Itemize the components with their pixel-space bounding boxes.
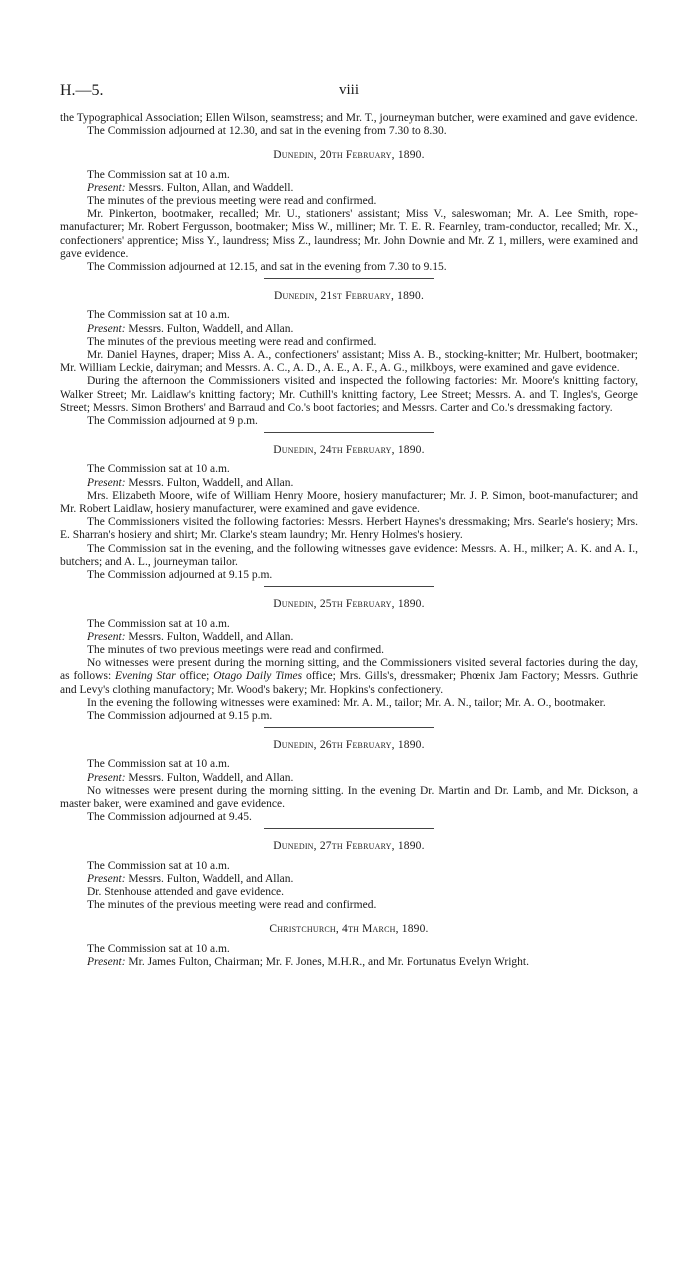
paragraph: The Commission sat at 10 a.m. — [87, 309, 230, 322]
document-page — [0, 82, 700, 1261]
heading-day: 21st February, — [320, 290, 395, 303]
document-body — [60, 112, 638, 969]
present-label: Present: — [87, 630, 126, 643]
paragraph: the Typographical Association; Ellen Wilson, seamstress; and Mr. T., journeyman butcher, were examined and gave evidence. — [60, 112, 638, 124]
session-heading — [60, 840, 638, 853]
heading-day: 24th February, — [319, 444, 395, 457]
section-divider — [264, 828, 434, 829]
heading-day: 4th March, — [342, 923, 399, 936]
present-line — [60, 182, 638, 195]
heading-year: 1890. — [397, 739, 425, 752]
session-heading — [60, 444, 638, 457]
present-line — [60, 873, 638, 886]
session-heading — [60, 739, 638, 752]
present-label: Present: — [87, 771, 126, 784]
heading-year: 1890. — [397, 840, 425, 853]
heading-day: 20th February, — [319, 149, 395, 162]
present-names: Messrs. Fulton, Allan, and Waddell. — [125, 181, 294, 194]
paragraph: The Commissioners visited the following factories: Messrs. Herbert Haynes's dressmaking; Mrs. Searle's hosiery; Mrs. E. Sharran's hosiery and shirt; Mr. Clarke's steam laundry; Mr. Henry Holmes's hosiery. — [60, 516, 638, 542]
section-divider — [264, 432, 434, 433]
paragraph: The Commission adjourned at 12.15, and sat in the evening from 7.30 to 9.15. — [87, 261, 447, 274]
present-line — [60, 772, 638, 785]
paragraph: The Commission sat at 10 a.m. — [87, 942, 230, 955]
present-line — [60, 631, 638, 644]
paragraph: During the afternoon the Commissioners visited and inspected the following factories: Mr. Moore's knitting factory, Walker Street; Mr. Laidlaw's knitting factory; Mr. Cuthill's knitting factory, Lee Street; Messrs. A. and T. Ingles's, George Street; Messrs. Simon Brothers' and Barraud and Co.'s boot factories; and Messrs. Carter and Co.'s dressmaking factory. — [60, 375, 638, 414]
paragraph: Mr. Pinkerton, bootmaker, recalled; Mr. U., stationers' assistant; Miss V., saleswoman; Mr. A. Lee Smith, rope-manufacturer; Mr. Robert Fergusson, bootmaker; Miss W., milliner; Mr. T. E. R. Fearnley, tram-conductor, recalled; Mr. X., confectioners' apprentice; Miss Y., laundress; Miss Z., laundress; Mr. John Downie and Mr. Z 1, millers, were examined and gave evidence. — [60, 208, 638, 260]
paragraph: Mr. Daniel Haynes, draper; Miss A. A., confectioners' assistant; Miss A. B., stocking-knitter; Mr. Hulbert, bootmaker; Mr. William Leckie, dairyman; and Messrs. A. C., A. D., A. E., A. F., A. G., milkboys, were examined and gave evidence. — [60, 349, 638, 375]
text-run: office; Mrs. Gills's, dressmaker; Phœnix Jam Factory; Messrs. Guthrie and Levy's clothing manufactory; Mr. Wood's bakery; Mr. Hopkins's confectionery. — [60, 670, 639, 696]
paragraph: The minutes of the previous meeting were read and confirmed. — [87, 195, 377, 208]
paragraph: The Commission sat at 10 a.m. — [87, 859, 230, 872]
paragraph: The Commission sat at 10 a.m. — [87, 168, 230, 181]
paragraph: The Commission sat in the evening, and the following witnesses gave evidence: Messrs. A. H., milker; A. K. and A. I., butchers; and A. L., journeyman tailor. — [60, 542, 638, 568]
session-heading — [60, 149, 638, 162]
text-run: No witnesses were present during the morning sitting, and the Commissioners visited several factories during the day, as follows: — [60, 657, 638, 683]
page-number: viii — [338, 82, 359, 98]
present-label: Present: — [87, 181, 126, 194]
paragraph: In the evening the following witnesses were examined: Mr. A. M., tailor; Mr. A. N., tailor; Mr. A. O., bootmaker. — [87, 696, 606, 709]
paragraph: Mrs. Elizabeth Moore, wife of William Henry Moore, hosiery manufacturer; Mr. J. P. Simon, boot-manufacturer; and Mr. Robert Laidlaw, hosiery manufacturer, were examined and gave evidence. — [60, 489, 638, 516]
paragraph: The minutes of the previous meeting were read and confirmed. — [87, 899, 377, 912]
present-line — [60, 477, 638, 490]
session-heading — [60, 923, 638, 936]
paragraph: The Commission sat at 10 a.m. — [87, 758, 230, 771]
present-names: Messrs. Fulton, Waddell, and Allan. — [125, 630, 294, 643]
report-code: H.—5. — [60, 82, 104, 99]
heading-year: 1890. — [397, 149, 425, 162]
section-divider — [264, 586, 434, 587]
heading-year: 1890. — [397, 444, 425, 457]
present-line — [60, 323, 638, 336]
newspaper-title: Evening Star — [115, 670, 176, 683]
session-heading — [60, 598, 638, 611]
present-names: Messrs. Fulton, Waddell, and Allan. — [125, 476, 294, 489]
session-heading — [60, 290, 638, 303]
heading-place: Dunedin, — [273, 739, 317, 752]
present-names: Mr. James Fulton, Chairman; Mr. F. Jones, M.H.R., and Mr. Fortunatus Evelyn Wright. — [125, 955, 530, 968]
heading-place: Dunedin, — [273, 444, 317, 457]
paragraph: The minutes of the previous meeting were read and confirmed. — [87, 335, 377, 348]
paragraph: The Commission adjourned at 9.45. — [87, 811, 252, 824]
paragraph: Dr. Stenhouse attended and gave evidence. — [87, 885, 285, 898]
heading-day: 25th February, — [319, 598, 395, 611]
present-names: Messrs. Fulton, Waddell, and Allan. — [125, 771, 294, 784]
heading-place: Christchurch, — [269, 923, 339, 936]
paragraph: The Commission adjourned at 12.30, and sat in the evening from 7.30 to 8.30. — [87, 125, 447, 138]
present-label: Present: — [87, 476, 126, 489]
heading-year: 1890. — [397, 598, 425, 611]
newspaper-title: Otago Daily Times — [213, 670, 303, 683]
paragraph: The Commission adjourned at 9.15 p.m. — [87, 709, 273, 722]
section-divider — [264, 727, 434, 728]
present-line — [60, 956, 638, 969]
present-label: Present: — [87, 872, 126, 885]
present-names: Messrs. Fulton, Waddell, and Allan. — [125, 872, 294, 885]
present-label: Present: — [87, 955, 126, 968]
paragraph: The minutes of two previous meetings were read and confirmed. — [87, 643, 384, 656]
paragraph: The Commission sat at 10 a.m. — [87, 463, 230, 476]
paragraph: The Commission adjourned at 9 p.m. — [87, 415, 258, 428]
paragraph: No witnesses were present during the morning sitting. In the evening Dr. Martin and Dr. Lamb, and Mr. Dickson, a master baker, were examined and gave evidence. — [60, 784, 638, 810]
present-label: Present: — [87, 322, 126, 335]
heading-year: 1890. — [397, 290, 425, 303]
paragraph: The Commission sat at 10 a.m. — [87, 617, 230, 630]
text-run: office; — [175, 670, 214, 683]
heading-place: Dunedin, — [273, 840, 317, 853]
heading-day: 26th February, — [319, 739, 395, 752]
heading-place: Dunedin, — [273, 290, 318, 303]
heading-place: Dunedin, — [273, 598, 317, 611]
heading-day: 27th February, — [319, 840, 395, 853]
section-divider — [264, 278, 434, 279]
heading-place: Dunedin, — [273, 149, 317, 162]
heading-year: 1890. — [401, 923, 429, 936]
page-header — [60, 82, 638, 112]
paragraph — [60, 657, 638, 697]
present-names: Messrs. Fulton, Waddell, and Allan. — [125, 322, 294, 335]
paragraph: The Commission adjourned at 9.15 p.m. — [87, 569, 273, 582]
